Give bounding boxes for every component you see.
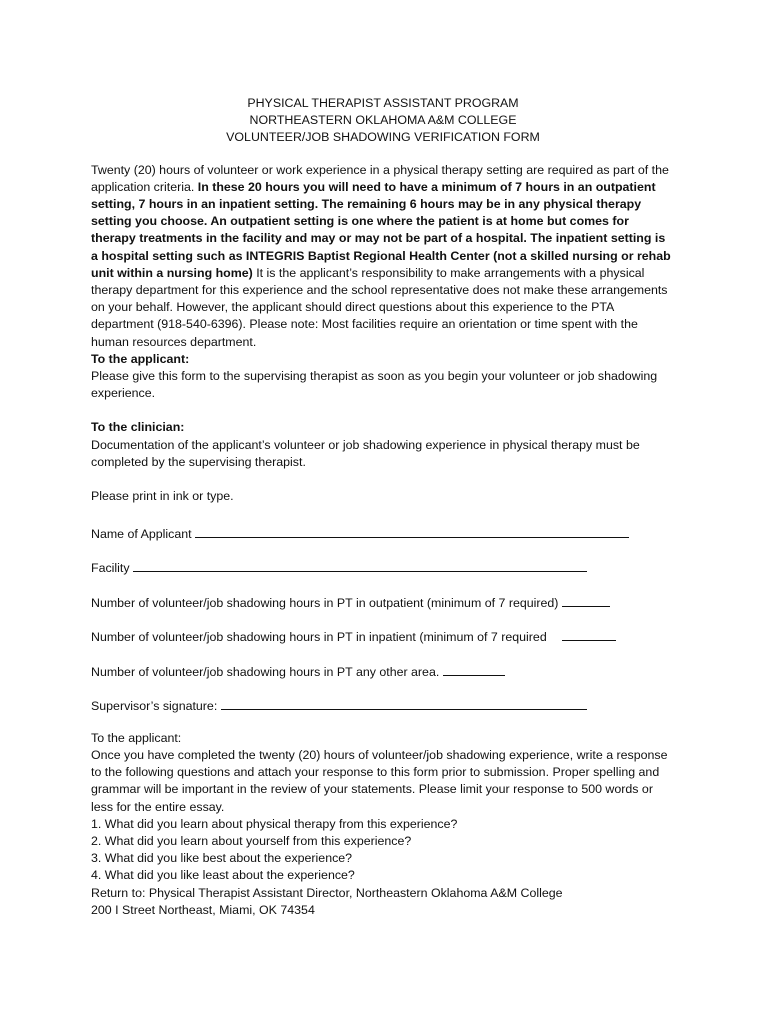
- essay-question: 1. What did you learn about physical therapy from this experience?: [91, 816, 458, 831]
- print-note: Please print in ink or type.: [91, 489, 234, 504]
- essay-question: 3. What did you like best about the experience?: [91, 851, 353, 866]
- clinician-heading: To the clinician:: [91, 420, 185, 435]
- spacer: [91, 678, 675, 696]
- other-hours-line[interactable]: [443, 661, 505, 676]
- facility-label: Facility: [91, 561, 130, 576]
- essay-question: 4. What did you like least about the experience?: [91, 868, 355, 883]
- return-address: 200 I Street Northeast, Miami, OK 74354: [91, 902, 315, 917]
- signature-line[interactable]: [221, 695, 587, 710]
- spacer: [91, 643, 675, 661]
- intro-bold-text: In these 20 hours you will need to have a minimum of 7 hours in an outpatient setting, 7 hours in an inpatient setting. The remaining 6 hours may be in any physical therapy setting you choose. An outpatient setting is one where the patient is at home but comes for therapy treatments in the facility and may or may not be part of a hospital. The inpatient setting is a hospital setting such as INTEGRIS Baptist Regional Health Center (not a skilled nursing or rehab unit within a nursing home): [91, 179, 671, 280]
- college-name: NORTHEASTERN OKLAHOMA A&M COLLEGE: [249, 113, 517, 128]
- outpatient-hours-field: [91, 592, 675, 609]
- essay-question: 2. What did you learn about yourself from this experience?: [91, 833, 412, 848]
- intro-text-1: Twenty (20) hours of volunteer or work experience in a physical therapy setting are required as part of the application criteria.: [91, 162, 669, 194]
- spacer: [91, 540, 675, 558]
- other-hours-label: Number of volunteer/job shadowing hours in PT any other area.: [91, 664, 440, 679]
- outpatient-hours-label: Number of volunteer/job shadowing hours in PT in outpatient (minimum of 7 required): [91, 595, 559, 610]
- applicant-name-line[interactable]: [195, 523, 629, 538]
- closing-heading: To the applicant:: [91, 730, 182, 745]
- applicant-instructions: Please give this form to the supervising therapist as soon as you begin your volunteer or job shadowing experience.: [91, 369, 658, 401]
- applicant-name-label: Name of Applicant: [91, 526, 192, 541]
- inpatient-hours-field: [91, 626, 675, 643]
- return-to-line: Return to: Physical Therapist Assistant Director, Northeastern Oklahoma A&M College: [91, 885, 563, 900]
- signature-field: [91, 695, 675, 712]
- applicant-heading: To the applicant:: [91, 351, 190, 366]
- form-header: [91, 95, 675, 147]
- other-hours-field: [91, 661, 675, 678]
- spacer: [91, 712, 675, 730]
- program-title: PHYSICAL THERAPIST ASSISTANT PROGRAM: [247, 96, 519, 110]
- spacer: [91, 574, 675, 592]
- intro-text-2: It is the applicant’s responsibility to make arrangements with a physical therapy department for this experience and the school representative does not make these arrangements on your behalf. However, the applicant should direct questions about this experience to the PTA department (918-540-6396). Please note: Most facilities require an orientation or time spent with the human resources department.: [91, 265, 668, 349]
- spacer: [91, 402, 675, 419]
- clinician-instructions: Documentation of the applicant’s volunteer or job shadowing experience in physical therapy must be completed by the supervising therapist.: [91, 437, 640, 469]
- spacer: [91, 609, 675, 627]
- signature-label: Supervisor’s signature:: [91, 699, 218, 714]
- intro-paragraph: [91, 162, 675, 351]
- closing-instructions: Once you have completed the twenty (20) hours of volunteer/job shadowing experience, write a response to the following questions and attach your response to this form prior to submission. Proper spelling and grammar will be important in the review of your statements. Please limit your response to 500 words or less for the entire essay.: [91, 747, 668, 814]
- applicant-name-field: [91, 523, 675, 540]
- facility-field: [91, 557, 675, 574]
- essay-questions-list: [91, 816, 675, 885]
- form-title: VOLUNTEER/JOB SHADOWING VERIFICATION FORM: [226, 130, 540, 145]
- inpatient-hours-line[interactable]: [562, 626, 616, 641]
- spacer: [91, 471, 675, 488]
- inpatient-hours-label: Number of volunteer/job shadowing hours in PT in inpatient (minimum of 7 required: [91, 630, 547, 645]
- spacer: [91, 505, 675, 523]
- facility-line[interactable]: [133, 557, 587, 572]
- outpatient-hours-line[interactable]: [562, 592, 610, 607]
